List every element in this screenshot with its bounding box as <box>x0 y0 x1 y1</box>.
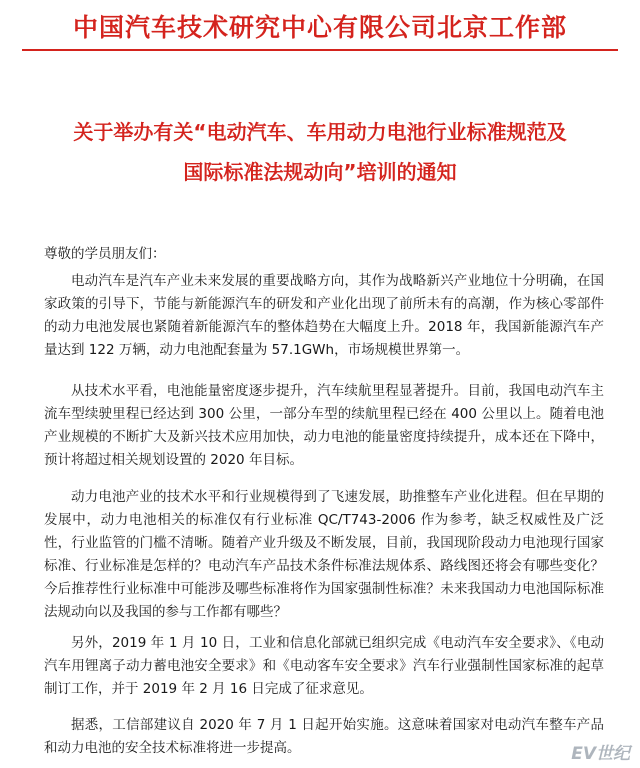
notice-title-line-2: 国际标准法规动向”培训的通知 <box>183 160 457 184</box>
notice-title <box>0 112 640 192</box>
watermark-logo: EV世纪 <box>571 744 630 764</box>
paragraph-4: 另外，2019 年 1 月 10 日，工业和信息化部就已组织完成《电动汽车安全要求》、《电动汽车用锂离子动力蓄电池安全要求》和《电动客车安全要求》汽车行业强制性国家标准的起草制订工作，并于 2019 年 2 月 16 日完成了征求意见。 <box>44 635 604 697</box>
salutation: 尊敬的学员朋友们： <box>44 246 166 262</box>
paragraph-5: 据悉，工信部建议自 2020 年 7 月 1 日起开始实施。这意味着国家对电动汽车整车产品和动力电池的安全技术标准将进一步提高。 <box>44 717 604 756</box>
header-divider <box>22 49 618 51</box>
notice-title-line-1: 关于举办有关“电动汽车、车用动力电池行业标准规范及 <box>73 120 567 144</box>
paragraph-1: 电动汽车是汽车产业未来发展的重要战略方向，其作为战略新兴产业地位十分明确，在国家政策的引导下，节能与新能源汽车的研发和产业化出现了前所未有的高潮，作为核心零部件的动力电池发展也紧随着新能源汽车的整体趋势在大幅度上升。2018 年，我国新能源汽车产量达到 122 万辆，动力电池配套量为 57.1GWh，市场规模世界第一。 <box>44 273 604 358</box>
organization-header: 中国汽车技术研究中心有限公司北京工作部 <box>72 13 567 42</box>
paragraph-3: 动力电池产业的技术水平和行业规模得到了飞速发展，助推整车产业化进程。但在早期的发展中，动力电池相关的标准仅有行业标准 QC/T743-2006 作为参考，缺乏权威性及广泛性，行业监管的门槛不清晰。随着产业升级及不断发展，目前，我国现阶段动力电池现行国家标准、行业标准是怎样的？电动汽车产品技术条件标准法规体系、路线图还将会有哪些变化？今后推荐性行业标准中可能涉及哪些标准将作为国家强制性标准？未来我国动力电池国际标准法规动向以及我国的参与工作都有哪些？ <box>44 489 604 620</box>
paragraph-2: 从技术水平看，电池能量密度逐步提升，汽车续航里程显著提升。目前，我国电动汽车主流车型续驶里程已经达到 300 公里，一部分车型的续航里程已经在 400 公里以上。随着电池产业规模的不断扩大及新兴技术应用加快，动力电池的能量密度持续提升，成本还在下降中，预计将超过相关规划设置的 2020 年目标。 <box>44 383 604 468</box>
